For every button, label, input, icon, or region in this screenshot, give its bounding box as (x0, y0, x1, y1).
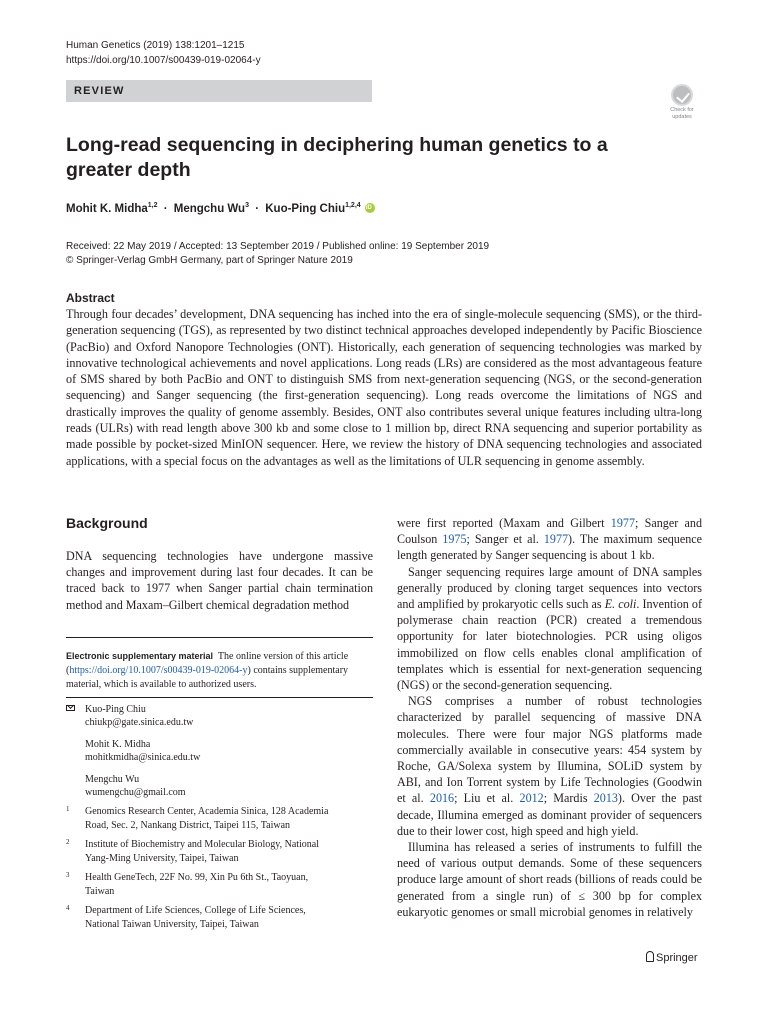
citation-link[interactable]: 1975 (442, 532, 467, 547)
citation-link[interactable]: 2012 (519, 791, 544, 806)
publisher-name: Springer (656, 952, 698, 964)
contact-email[interactable]: mohitkmidha@sinica.edu.tw (85, 752, 201, 763)
contact-email[interactable]: wumengchu@gmail.com (85, 787, 186, 798)
body-paragraph: DNA sequencing technologies have undergone massive changes and improvement during last four decades. It can be traced back to 1977 when Sanger partial chain termination method and Maxam–Gilbert chemical degradation method (66, 549, 373, 612)
paragraph-text: . Invention of polymerase chain reaction (PCR) created a tremendous opportunity for later biotechnologies. PCR using oligos immobilized on flow cells enables clonal amplification of templates which is essential for next-generation sequencing (NGS) or the second-generation sequencing. (397, 597, 702, 693)
affiliation-text (85, 805, 328, 832)
contact-entry (85, 773, 373, 799)
esm-text-before: The online version of this article ( (66, 651, 349, 676)
paragraph-text: Sanger sequencing requires large amount of DNA samples generally produced by cloning target sequences into vectors and amplified by prokaryotic cells such as (397, 564, 702, 612)
doi-link[interactable]: https://doi.org/10.1007/s00439-019-02064-y (66, 55, 261, 66)
paragraph-text: NGS comprises a number of robust technologies characterized by parallel sequencing of massive DNA molecules. There were four major NGS platforms made commercially available in consecutive years: 454 system by Roche, GA/Solexa system by Illumina, SOLiD system by ABI, and Ion Torrent system by Life Technologies (Goodwin et al. (397, 694, 702, 806)
italic-term: E. coli (604, 597, 637, 612)
paragraph-text: ). The maximum sequence length generated by Sanger sequencing is about 1 kb. (397, 532, 702, 563)
citation-link[interactable]: 1977 (543, 532, 569, 547)
copyright-notice: © Springer-Verlag GmbH Germany, part of Springer Nature 2019 (66, 255, 353, 266)
author-separator: · (163, 203, 168, 215)
section-heading-background: Background (66, 515, 148, 531)
affiliation-item (66, 805, 373, 832)
affiliation-line: National Taiwan University, Taipei, Taiwan (85, 918, 259, 930)
publisher-logo[interactable] (646, 951, 698, 964)
affiliation-line: Road, Sec. 2, Nankang District, Taipei 115, Taiwan (85, 819, 291, 831)
abstract-heading: Abstract (66, 291, 115, 305)
body-paragraph (397, 564, 702, 694)
affiliation-line: Yang-Ming University, Taipei, Taiwan (85, 852, 239, 864)
affiliation-text (85, 904, 306, 931)
affiliation-item (66, 871, 373, 898)
paragraph-text: ; Sanger et al. (466, 532, 544, 547)
affiliation-line: Taiwan (85, 885, 115, 897)
contact-list (66, 703, 373, 808)
affiliation-text (85, 871, 308, 898)
affiliation-number: 2 (66, 838, 70, 846)
affiliation-list (66, 805, 373, 937)
affiliation-number: 1 (66, 805, 70, 813)
citation-link[interactable]: 1977 (610, 516, 635, 530)
affiliation-text (85, 838, 319, 865)
contact-entry (85, 703, 373, 729)
author-name[interactable]: Mengchu Wu (173, 203, 246, 215)
supplementary-material-note (66, 649, 373, 692)
footnote-divider (66, 637, 373, 638)
contact-entry (85, 738, 373, 764)
body-paragraph (397, 839, 702, 920)
article-type-banner: REVIEW (66, 80, 372, 102)
paragraph-text: were first reported (Maxam and Gilbert (397, 516, 611, 530)
springer-horse-icon (646, 951, 654, 962)
affiliation-line: Institute of Biochemistry and Molecular Biology, National (85, 839, 320, 850)
affiliation-line: Genomics Research Center, Academia Sinica, 128 Academia (85, 806, 329, 817)
contact-name: Kuo-Ping Chiu (85, 704, 146, 715)
contact-name: Mohit K. Midha (85, 739, 151, 750)
author-affiliation-marker: 1,2,4 (345, 202, 361, 209)
article-title: Long-read sequencing in deciphering human genetics to a greater depth (66, 134, 608, 181)
affiliation-item (66, 904, 373, 931)
author-affiliation-marker: 3 (245, 202, 249, 209)
author-list (66, 202, 375, 215)
orcid-icon[interactable] (365, 203, 375, 213)
citation-link[interactable]: 2013 (593, 791, 618, 806)
author-name[interactable]: Mohit K. Midha (66, 203, 148, 215)
author-affiliation-marker: 1,2 (147, 202, 158, 209)
affiliation-item (66, 838, 373, 865)
affiliation-line: Health GeneTech, 22F No. 99, Xin Pu 6th St., Taoyuan, (85, 872, 309, 883)
paragraph-text: ). Over the past decade, Illumina emerged as dominant provider of sequencers due to their lower cost, high speed and high yield. (397, 791, 703, 838)
paragraph-text: ; Liu et al. (454, 791, 520, 806)
paragraph-text: ; Mardis (543, 791, 594, 806)
publication-dates: Received: 22 May 2019 / Accepted: 13 September 2019 / Published online: 19 September 2019 (66, 241, 490, 252)
body-column-right (397, 515, 702, 920)
contact-email[interactable]: chiukp@gate.sinica.edu.tw (85, 717, 194, 728)
body-paragraph (397, 693, 702, 839)
author-name[interactable]: Kuo-Ping Chiu (265, 203, 346, 215)
envelope-icon (66, 705, 75, 711)
check-updates-line-2: updates (672, 114, 692, 120)
abstract-text: Through four decades’ development, DNA sequencing has inched into the era of single-molecule sequencing (SMS), or the third-generation sequencing (TGS), as represented by two distinct technical approaches developed independently by Pacific Bioscience (PacBio) and Oxford Nanopore Technologies (ONT). Historically, each generation of sequencing technologies was marked by innovative technological achievements and novel applications. Long reads (LRs) are considered as the most advantageous feature of SMS shared by both PacBio and ONT to distinguish SMS from next-generation sequencing (NGS, or the second-generation sequencing) and Sanger sequencing (the first-generation sequencing). Long reads overcome the limitations of NGS and drastically improves the quality of genome assembly. Besides, ONT also contributes several unique features including ultra-long reads (ULRs) with read length above 300 kb and some close to 1 million bp, direct RNA sequencing and superior portability as made possible by pocket-sized MinION sequencer. Here, we review the history of DNA sequencing technologies and associated applications, with a special focus on the advantages as well as the limitations of ULR sequencing in genome assembly. (66, 307, 702, 468)
affiliation-line: Department of Life Sciences, College of Life Sciences, (85, 905, 306, 916)
esm-label: Electronic supplementary material (66, 651, 214, 661)
esm-link[interactable]: https://doi.org/10.1007/s00439-019-02064-y (69, 665, 248, 676)
author-separator: · (255, 203, 260, 215)
check-updates-line-1: Check for (670, 107, 694, 113)
paragraph-text: ; Sanger and Coulson (397, 516, 702, 547)
citation-link[interactable]: 2016 (429, 791, 455, 806)
contacts-divider (66, 697, 373, 698)
checkmark-icon (671, 84, 693, 106)
contact-name: Mengchu Wu (85, 774, 140, 785)
affiliation-number: 4 (66, 904, 70, 912)
affiliation-number: 3 (66, 871, 70, 879)
check-for-updates-button[interactable] (662, 84, 702, 124)
body-paragraph (397, 515, 702, 564)
journal-citation: Human Genetics (2019) 138:1201–1215 (66, 40, 245, 51)
paragraph-text: Illumina has released a series of instruments to fulfill the need of various output demands. Some of these sequencers produce large amount of short reads (billions of reads could be generated from a single run) of ≤ 300 bp for complex eukaryotic genomes or small microbial genomes in relatively (397, 840, 702, 919)
esm-text-after: ) contains supplementary material, which is available to authorized users. (66, 665, 349, 690)
